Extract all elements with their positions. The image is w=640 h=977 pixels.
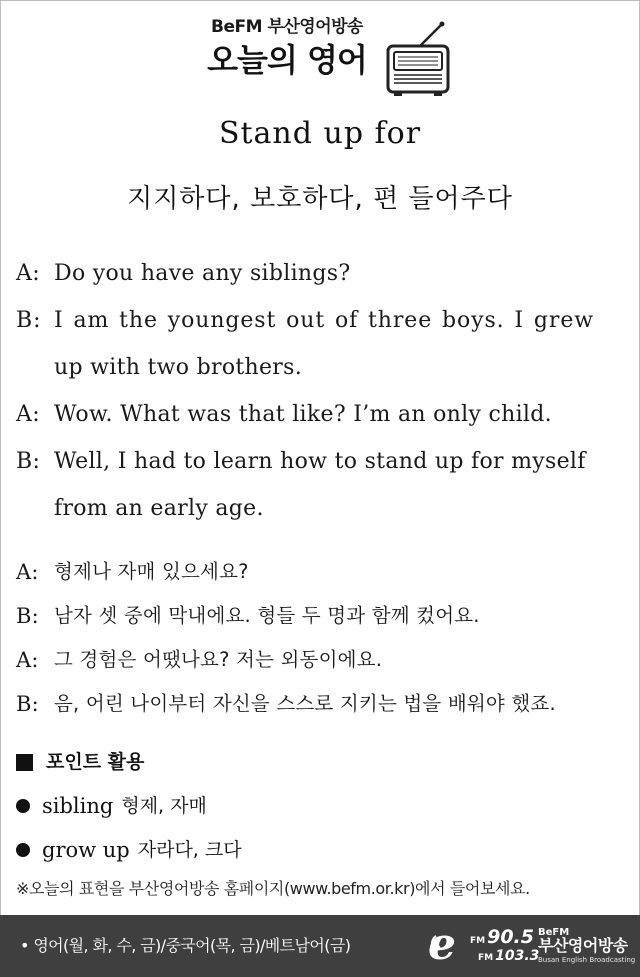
dialogue-text: 그 경험은 어땠나요? 저는 외동이에요. xyxy=(54,648,383,671)
freq-label: FM xyxy=(470,936,486,946)
point-section xyxy=(16,740,628,872)
circle-bullet-icon xyxy=(16,843,30,857)
dialogue-line xyxy=(16,485,628,532)
point-heading xyxy=(16,740,628,784)
dialogue-line xyxy=(16,594,628,638)
dialogue-text: Do you have any siblings? xyxy=(54,261,351,286)
point-meaning: 형제, 자매 xyxy=(121,795,207,817)
dialogue-text: 형제나 자매 있으세요? xyxy=(54,560,249,583)
dialogue-text: 음, 어린 나이부터 자신을 스스로 지키는 법을 배워야 했죠. xyxy=(54,692,556,715)
speaker-label: B: xyxy=(16,308,42,333)
logo-e-icon: e xyxy=(428,919,456,970)
point-heading-text: 포인트 활용 xyxy=(46,751,145,773)
circle-bullet-icon xyxy=(16,799,30,813)
radio-icon xyxy=(384,18,454,98)
speaker-label: B: xyxy=(16,604,39,628)
dialogue-line xyxy=(16,250,628,297)
dialogue-line xyxy=(16,438,628,485)
brand-title: 오늘의 영어 xyxy=(207,41,367,79)
footer-bar xyxy=(0,915,640,977)
dialogue-text: Well, I had to learn how to stand up for myself xyxy=(54,449,586,474)
station-brand: BeFM xyxy=(538,927,570,938)
square-bullet-icon xyxy=(16,754,33,771)
dialogue-line xyxy=(16,297,628,344)
dialogue-text: from an early age. xyxy=(54,496,264,521)
speaker-label xyxy=(16,344,54,391)
point-item xyxy=(16,828,628,872)
point-item xyxy=(16,784,628,828)
dialogue-text: I am the youngest out of three boys. I grew xyxy=(54,308,594,333)
brand-block xyxy=(192,16,382,82)
speaker-label: A: xyxy=(16,560,39,584)
expression-meaning: 지지하다, 보호하다, 편 들어주다 xyxy=(127,184,513,214)
speaker-label: A: xyxy=(16,402,40,427)
brand-small: BeFM 부산영어방송 xyxy=(211,17,363,37)
freq-value: 103.3 xyxy=(495,948,540,964)
speaker-label: B: xyxy=(16,692,39,716)
dialogue-line xyxy=(16,344,628,391)
point-term: grow up xyxy=(42,838,130,862)
freq-label: FM xyxy=(478,953,494,963)
station-name-en: Busan English Broadcasting xyxy=(538,956,636,964)
dialogue-line xyxy=(16,638,628,682)
freq-value: 90.5 xyxy=(487,926,534,948)
speaker-label: B: xyxy=(16,449,41,474)
header xyxy=(0,10,640,105)
dialogue-line xyxy=(16,391,628,438)
broadcast-schedule: • 영어(월, 화, 수, 금)/중국어(목, 금)/베트남어(금) xyxy=(20,936,351,955)
dialogue-text: up with two brothers. xyxy=(54,355,302,380)
dialogue-english xyxy=(16,250,628,532)
speaker-label: A: xyxy=(16,648,39,672)
website-note: ※오늘의 표현을 부산영어방송 홈페이지(www.befm.or.kr)에서 들어보세요. xyxy=(16,879,530,898)
expression-title: Stand up for xyxy=(218,116,422,151)
station-name: 부산영어방송 xyxy=(538,936,628,955)
dialogue-text: Wow. What was that like? I’m an only child. xyxy=(54,402,552,427)
dialogue-korean xyxy=(16,550,628,726)
point-meaning: 자라다, 크다 xyxy=(137,839,242,861)
speaker-label xyxy=(16,485,54,532)
dialogue-line xyxy=(16,550,628,594)
frequency-secondary xyxy=(478,948,539,966)
dialogue-text: 남자 셋 중에 막내에요. 형들 두 명과 함께 컸어요. xyxy=(54,604,480,627)
dialogue-line xyxy=(16,682,628,726)
speaker-label: A: xyxy=(16,261,40,286)
point-term: sibling xyxy=(42,794,114,818)
station-logo xyxy=(420,921,635,973)
